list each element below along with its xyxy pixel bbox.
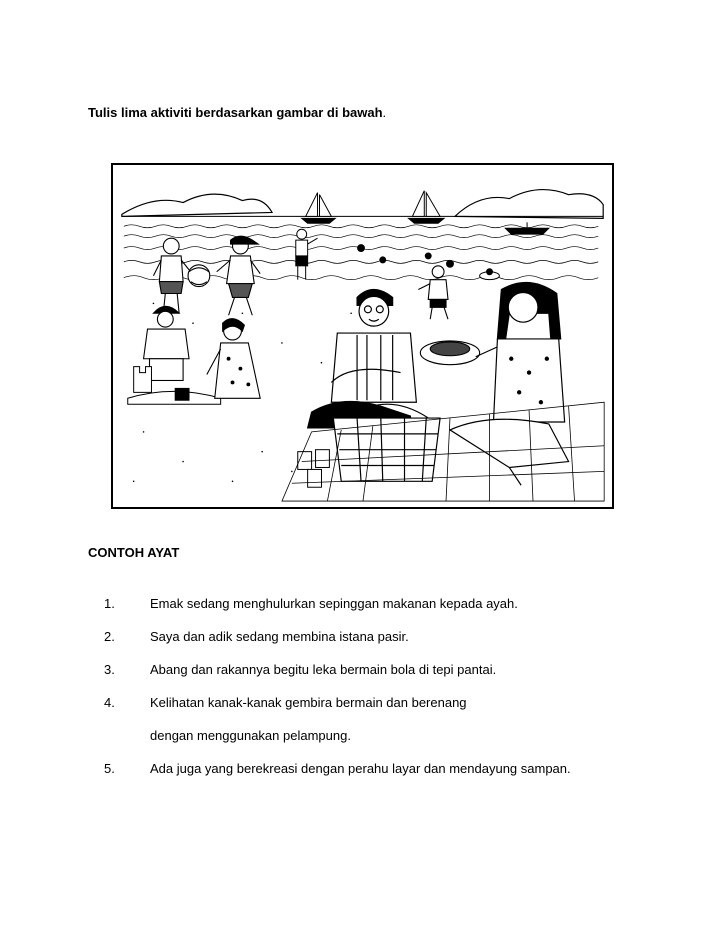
- left-hill: [122, 194, 272, 216]
- sentence-text: Abang dan rakannya begitu leka bermain bola di tepi pantai.: [150, 662, 497, 677]
- sentence-text: Kelihatan kanak-kanak gembira bermain dan berenang: [150, 695, 467, 710]
- instruction-text: [88, 105, 386, 120]
- right-hill: [455, 190, 603, 219]
- girl-with-cap: [217, 236, 260, 315]
- sentence-number: 2.: [104, 629, 115, 644]
- sentence-number: 3.: [104, 662, 115, 677]
- example-sentences-heading: CONTOH AYAT: [88, 545, 180, 560]
- sentence-number: 4.: [104, 695, 115, 710]
- beach-ball: [188, 265, 210, 287]
- sentence-text: Emak sedang menghulurkan sepinggan makanan kepada ayah.: [150, 596, 518, 611]
- sentence-text: Ada juga yang berekreasi dengan perahu layar dan mendayung sampan.: [150, 761, 571, 776]
- girl-sitting: [207, 319, 260, 399]
- instruction-main: Tulis lima aktiviti berdasarkan gambar di bawah: [88, 105, 383, 120]
- beach-scene-drawing: [113, 165, 612, 507]
- swimmers: [358, 245, 500, 280]
- sentence-number: 1.: [104, 596, 115, 611]
- cups: [298, 450, 330, 488]
- instruction-period: .: [382, 105, 387, 120]
- sentence-text: dengan menggunakan pelampung.: [150, 728, 351, 743]
- sailboat-left: [302, 193, 336, 224]
- mother-sitting: [450, 283, 569, 486]
- sentence-number: 5.: [104, 761, 115, 776]
- plate-of-food: [420, 341, 479, 365]
- rowing-boat: [505, 222, 548, 234]
- sailboat-right: [408, 191, 444, 224]
- beach-picnic-illustration: [111, 163, 614, 509]
- sentence-text: Saya dan adik sedang membina istana pasir.: [150, 629, 409, 644]
- boy-walking: [418, 266, 448, 319]
- father-sitting: [308, 290, 417, 428]
- boy-in-water: [296, 229, 318, 279]
- boy-playing-ball: [153, 238, 189, 313]
